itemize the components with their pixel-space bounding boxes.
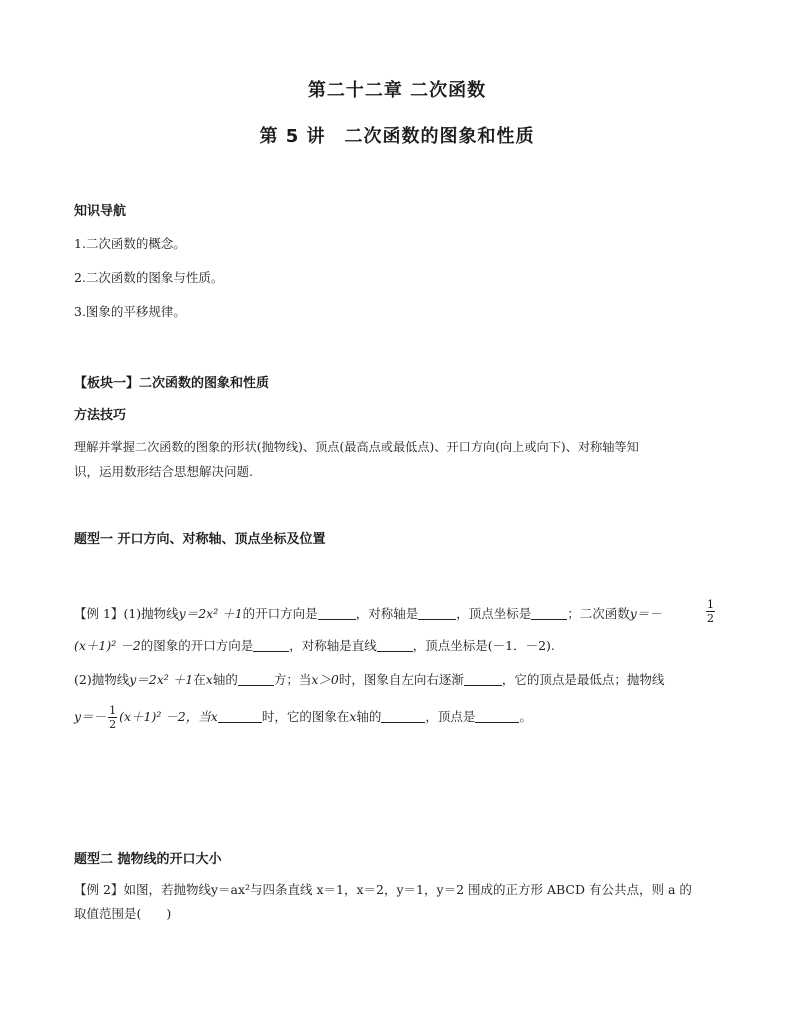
answer-blank[interactable]	[381, 708, 425, 723]
answer-blank[interactable]	[218, 708, 262, 723]
lecture-title: 第 5 讲 二次函数的图象和性质	[259, 126, 535, 147]
example1-line2: (x＋1)² －2的图象的开口方向是 ，对称轴是直线 ，顶点坐标是(－1．－2).	[74, 638, 555, 653]
example2-tag: 【例 2】	[74, 882, 124, 897]
example1-line1: 【例 1】(1)抛物线y＝2x² ＋1的开口方向是 ，对称轴是 ，顶点坐标是 ；二次函数y＝－	[74, 606, 662, 621]
answer-blank[interactable]	[238, 671, 274, 686]
example1-part2-line1: (2)抛物线y＝2x² ＋1在x轴的 方；当x＞0时，图象自左向右逐渐 ，它的顶点是最低点；抛物线	[74, 672, 665, 687]
answer-blank[interactable]	[464, 671, 502, 686]
answer-blank[interactable]	[475, 708, 519, 723]
answer-blank[interactable]	[318, 605, 356, 620]
knowledge-heading: 知识导航	[74, 204, 127, 219]
answer-blank[interactable]	[253, 637, 289, 652]
method-text-line2: 识，运用数形结合思想解决问题.	[74, 464, 253, 479]
knowledge-item: 3.图象的平移规律。	[74, 304, 186, 319]
block1-heading: 【板块一】二次函数的图象和性质	[74, 376, 270, 391]
method-text-line1: 理解并掌握二次函数的图象的形状(抛物线)、顶点(最高点或最低点)、开口方向(向上或向下)、对称轴等知	[74, 440, 639, 454]
type2-heading: 题型二 抛物线的开口大小	[74, 852, 222, 867]
example2-line2: 取值范围是( )	[74, 906, 172, 921]
knowledge-item: 1.二次函数的概念。	[74, 236, 186, 251]
answer-blank[interactable]	[418, 605, 456, 620]
method-heading: 方法技巧	[74, 408, 127, 423]
type1-heading: 题型一 开口方向、对称轴、顶点坐标及位置	[74, 532, 326, 547]
fraction-one-half: $\frac{1}{2}$	[707, 598, 714, 625]
answer-blank[interactable]	[531, 605, 567, 620]
answer-blank[interactable]	[377, 637, 413, 652]
chapter-title: 第二十二章 二次函数	[307, 80, 487, 101]
example1-part2-line2: y＝－ $\frac{1}{2}$ (x＋1)² －2，当x 时，它的图象在x轴的 ，顶点是 。	[74, 704, 532, 731]
example1-tag: 【例 1】	[74, 606, 124, 621]
knowledge-item: 2.二次函数的图象与性质。	[74, 270, 224, 285]
example2-line1: 【例 2】如图，若抛物线y＝ax²与四条直线 x＝1，x＝2，y＝1，y＝2 围成的正方形 ABCD 有公共点，则 a 的	[74, 882, 692, 897]
fraction-one-half: $\frac{1}{2}$	[109, 704, 117, 731]
